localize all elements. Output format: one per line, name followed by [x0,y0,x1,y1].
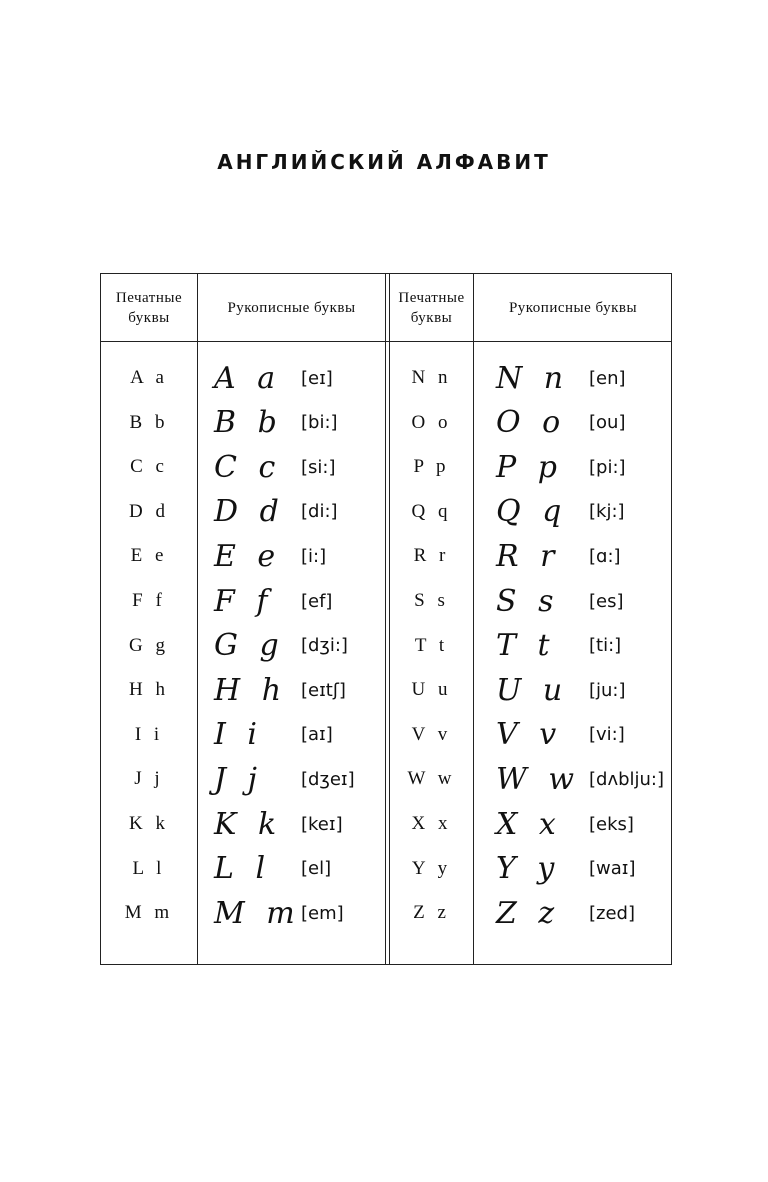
handwritten-letters: J j [214,761,263,797]
phonetic-transcription: [bi:] [301,412,338,434]
handwritten-letters: C c [214,449,282,485]
handwritten-letters: A a [214,360,282,396]
handwritten-letters: U u [496,672,569,708]
phonetic-transcription: [aɪ] [301,724,333,746]
phonetic-transcription: [dʒi:] [301,635,348,657]
phonetic-transcription: [i:] [301,545,327,567]
phonetic-transcription: [keɪ] [301,813,343,835]
handwritten-letters: T t [496,628,556,664]
printed-letters: V v [411,723,452,745]
header-printed-line1: Печатные [398,290,465,306]
printed-letters: E e [130,545,168,567]
handwritten-letters: P p [496,449,563,485]
table-row [101,893,671,933]
phonetic-transcription: [dʒeɪ] [301,768,355,790]
handwritten-letters: I i [214,717,263,753]
handwritten-letters: F f [214,583,274,619]
phonetic-transcription: [ou] [589,412,626,434]
printed-letters: N n [411,367,452,388]
handwritten-letters: K k [214,806,283,842]
printed-letters: W w [407,768,456,790]
printed-letters: U u [411,679,452,701]
header-printed-right [390,274,473,342]
table-row [101,492,671,532]
printed-letters: G g [129,634,169,656]
handwritten-letters: O o [496,405,567,441]
printed-letters: O o [411,411,452,433]
printed-letters: T t [414,634,449,656]
table-row [101,581,671,621]
printed-letters: I i [134,723,164,745]
phonetic-transcription: [ju:] [589,679,626,701]
handwritten-letters: B b [214,405,283,441]
table-row [101,536,671,576]
printed-letters: L l [132,857,166,879]
phonetic-transcription: [em] [301,902,344,924]
table-row [101,849,671,889]
header-handwritten-left: Рукописные буквы [227,300,356,316]
handwritten-letters: G g [214,628,285,664]
printed-letters: K k [129,813,169,834]
handwritten-letters: M m [214,895,301,931]
handwritten-letters: V v [496,717,563,753]
printed-letters: J j [134,768,164,790]
printed-letters: Y y [411,857,452,879]
handwritten-letters: W w [496,761,581,797]
phonetic-transcription: [es] [589,590,624,612]
handwritten-letters: E e [214,538,282,574]
handwritten-letters: H h [214,672,288,708]
phonetic-transcription: [ti:] [589,635,622,657]
printed-letters: S s [414,590,449,611]
phonetic-transcription: [vi:] [589,724,625,746]
phonetic-transcription: [zed] [589,902,635,924]
handwritten-letters: X x [496,806,562,842]
printed-letters: C c [130,456,168,478]
printed-letters: A a [130,367,168,388]
printed-letters: Z z [413,902,450,924]
phonetic-transcription: [ef] [301,590,333,612]
printed-letters: M m [124,902,174,924]
table-row [101,403,671,443]
handwritten-letters: R r [496,538,561,574]
phonetic-transcription: [si:] [301,456,336,478]
page-title: АНГЛИЙСКИЙ АЛФАВИТ [217,150,551,174]
handwritten-letters: Z z [496,895,561,931]
phonetic-transcription: [el] [301,858,332,880]
phonetic-transcription: [kj:] [589,501,625,523]
phonetic-transcription: [dʌblju:] [589,768,665,790]
header-handwritten-right: Рукописные буквы [508,300,638,316]
header-printed-line1: Печатные [115,290,183,306]
phonetic-transcription: [eɪ] [301,367,333,389]
header-printed-line2: буквы [410,310,453,326]
handwritten-letters: N n [496,360,570,396]
printed-letters: P p [413,456,450,478]
phonetic-transcription: [di:] [301,501,338,523]
printed-letters: F f [132,590,166,611]
handwritten-letters: D d [214,494,285,530]
printed-letters: R r [413,545,450,567]
phonetic-transcription: [eɪtʃ] [301,679,346,701]
table-row [101,715,671,755]
table-row [101,670,671,710]
printed-letters: H h [129,679,169,701]
printed-letters: B b [129,411,169,433]
printed-letters: Q q [411,500,452,522]
handwritten-letters: L l [214,851,272,887]
header-printed-left [101,274,197,342]
table-row [101,626,671,666]
phonetic-transcription: [waɪ] [589,858,636,880]
alphabet-table [100,273,672,965]
table-row [101,804,671,844]
handwritten-letters: S s [496,583,560,619]
table-row [101,759,671,799]
handwritten-letters: Y y [496,851,561,887]
phonetic-transcription: [pi:] [589,456,626,478]
header-printed-line2: буквы [128,310,170,326]
handwritten-letters: Q q [496,494,568,530]
table-row [101,358,671,398]
table-row [101,447,671,487]
printed-letters: X x [411,813,452,834]
phonetic-transcription: [ɑ:] [589,545,621,567]
phonetic-transcription: [eks] [589,813,634,835]
phonetic-transcription: [en] [589,367,626,389]
printed-letters: D d [129,500,169,522]
